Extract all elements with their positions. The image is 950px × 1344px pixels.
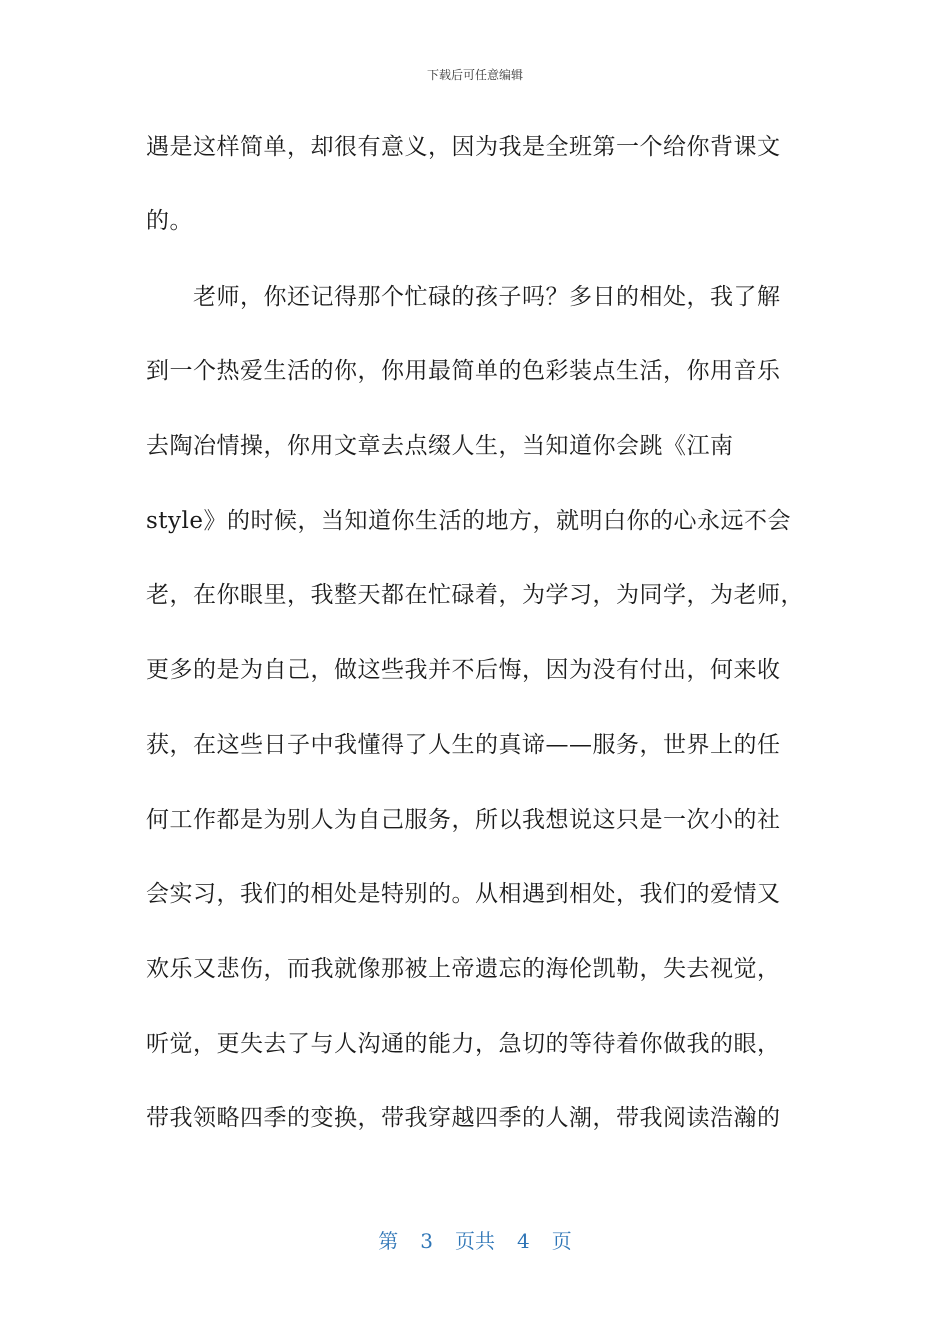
footer-total-pages: 4 (517, 1229, 530, 1253)
body-line: 何工作都是为别人为自己服务，所以我想说这只是一次小的社 (146, 807, 781, 833)
footer-suffix: 页 (551, 1229, 572, 1253)
body-line: 获，在这些日子中我懂得了人生的真谛——服务，世界上的任 (146, 732, 781, 758)
footer-middle: 页共 (455, 1229, 495, 1253)
body-line-paragraph-start: 老师，你还记得那个忙碌的孩子吗？多日的相处，我了解 (193, 284, 781, 310)
body-line: 会实习，我们的相处是特别的。从相遇到相处，我们的爱情又 (146, 881, 781, 907)
footer-current-page: 3 (420, 1229, 433, 1253)
body-line: 遇是这样简单，却很有意义，因为我是全班第一个给你背课文 (146, 134, 781, 160)
page-footer (0, 1225, 950, 1254)
body-line: 更多的是为自己，做这些我并不后悔，因为没有付出，何来收 (146, 657, 781, 683)
body-line: 带我领略四季的变换，带我穿越四季的人潮，带我阅读浩瀚的 (146, 1105, 781, 1131)
body-line: 听觉，更失去了与人沟通的能力，急切的等待着你做我的眼， (146, 1031, 781, 1057)
body-line: 去陶冶情操，你用文章去点缀人生，当知道你会跳《江南 (146, 433, 734, 459)
body-line: 欢乐又悲伤，而我就像那被上帝遗忘的海伦凯勒，失去视觉， (146, 956, 781, 982)
body-line: 的。 (146, 208, 193, 234)
footer-prefix: 第 (378, 1229, 399, 1253)
body-line: 老，在你眼里，我整天都在忙碌着，为学习，为同学，为老师， (146, 582, 804, 608)
body-line: style》的时候，当知道你生活的地方，就明白你的心永远不会 (146, 508, 792, 534)
body-line: 到一个热爱生活的你，你用最简单的色彩装点生活，你用音乐 (146, 358, 781, 384)
page-header-note: 下载后可任意编辑 (426, 68, 523, 82)
